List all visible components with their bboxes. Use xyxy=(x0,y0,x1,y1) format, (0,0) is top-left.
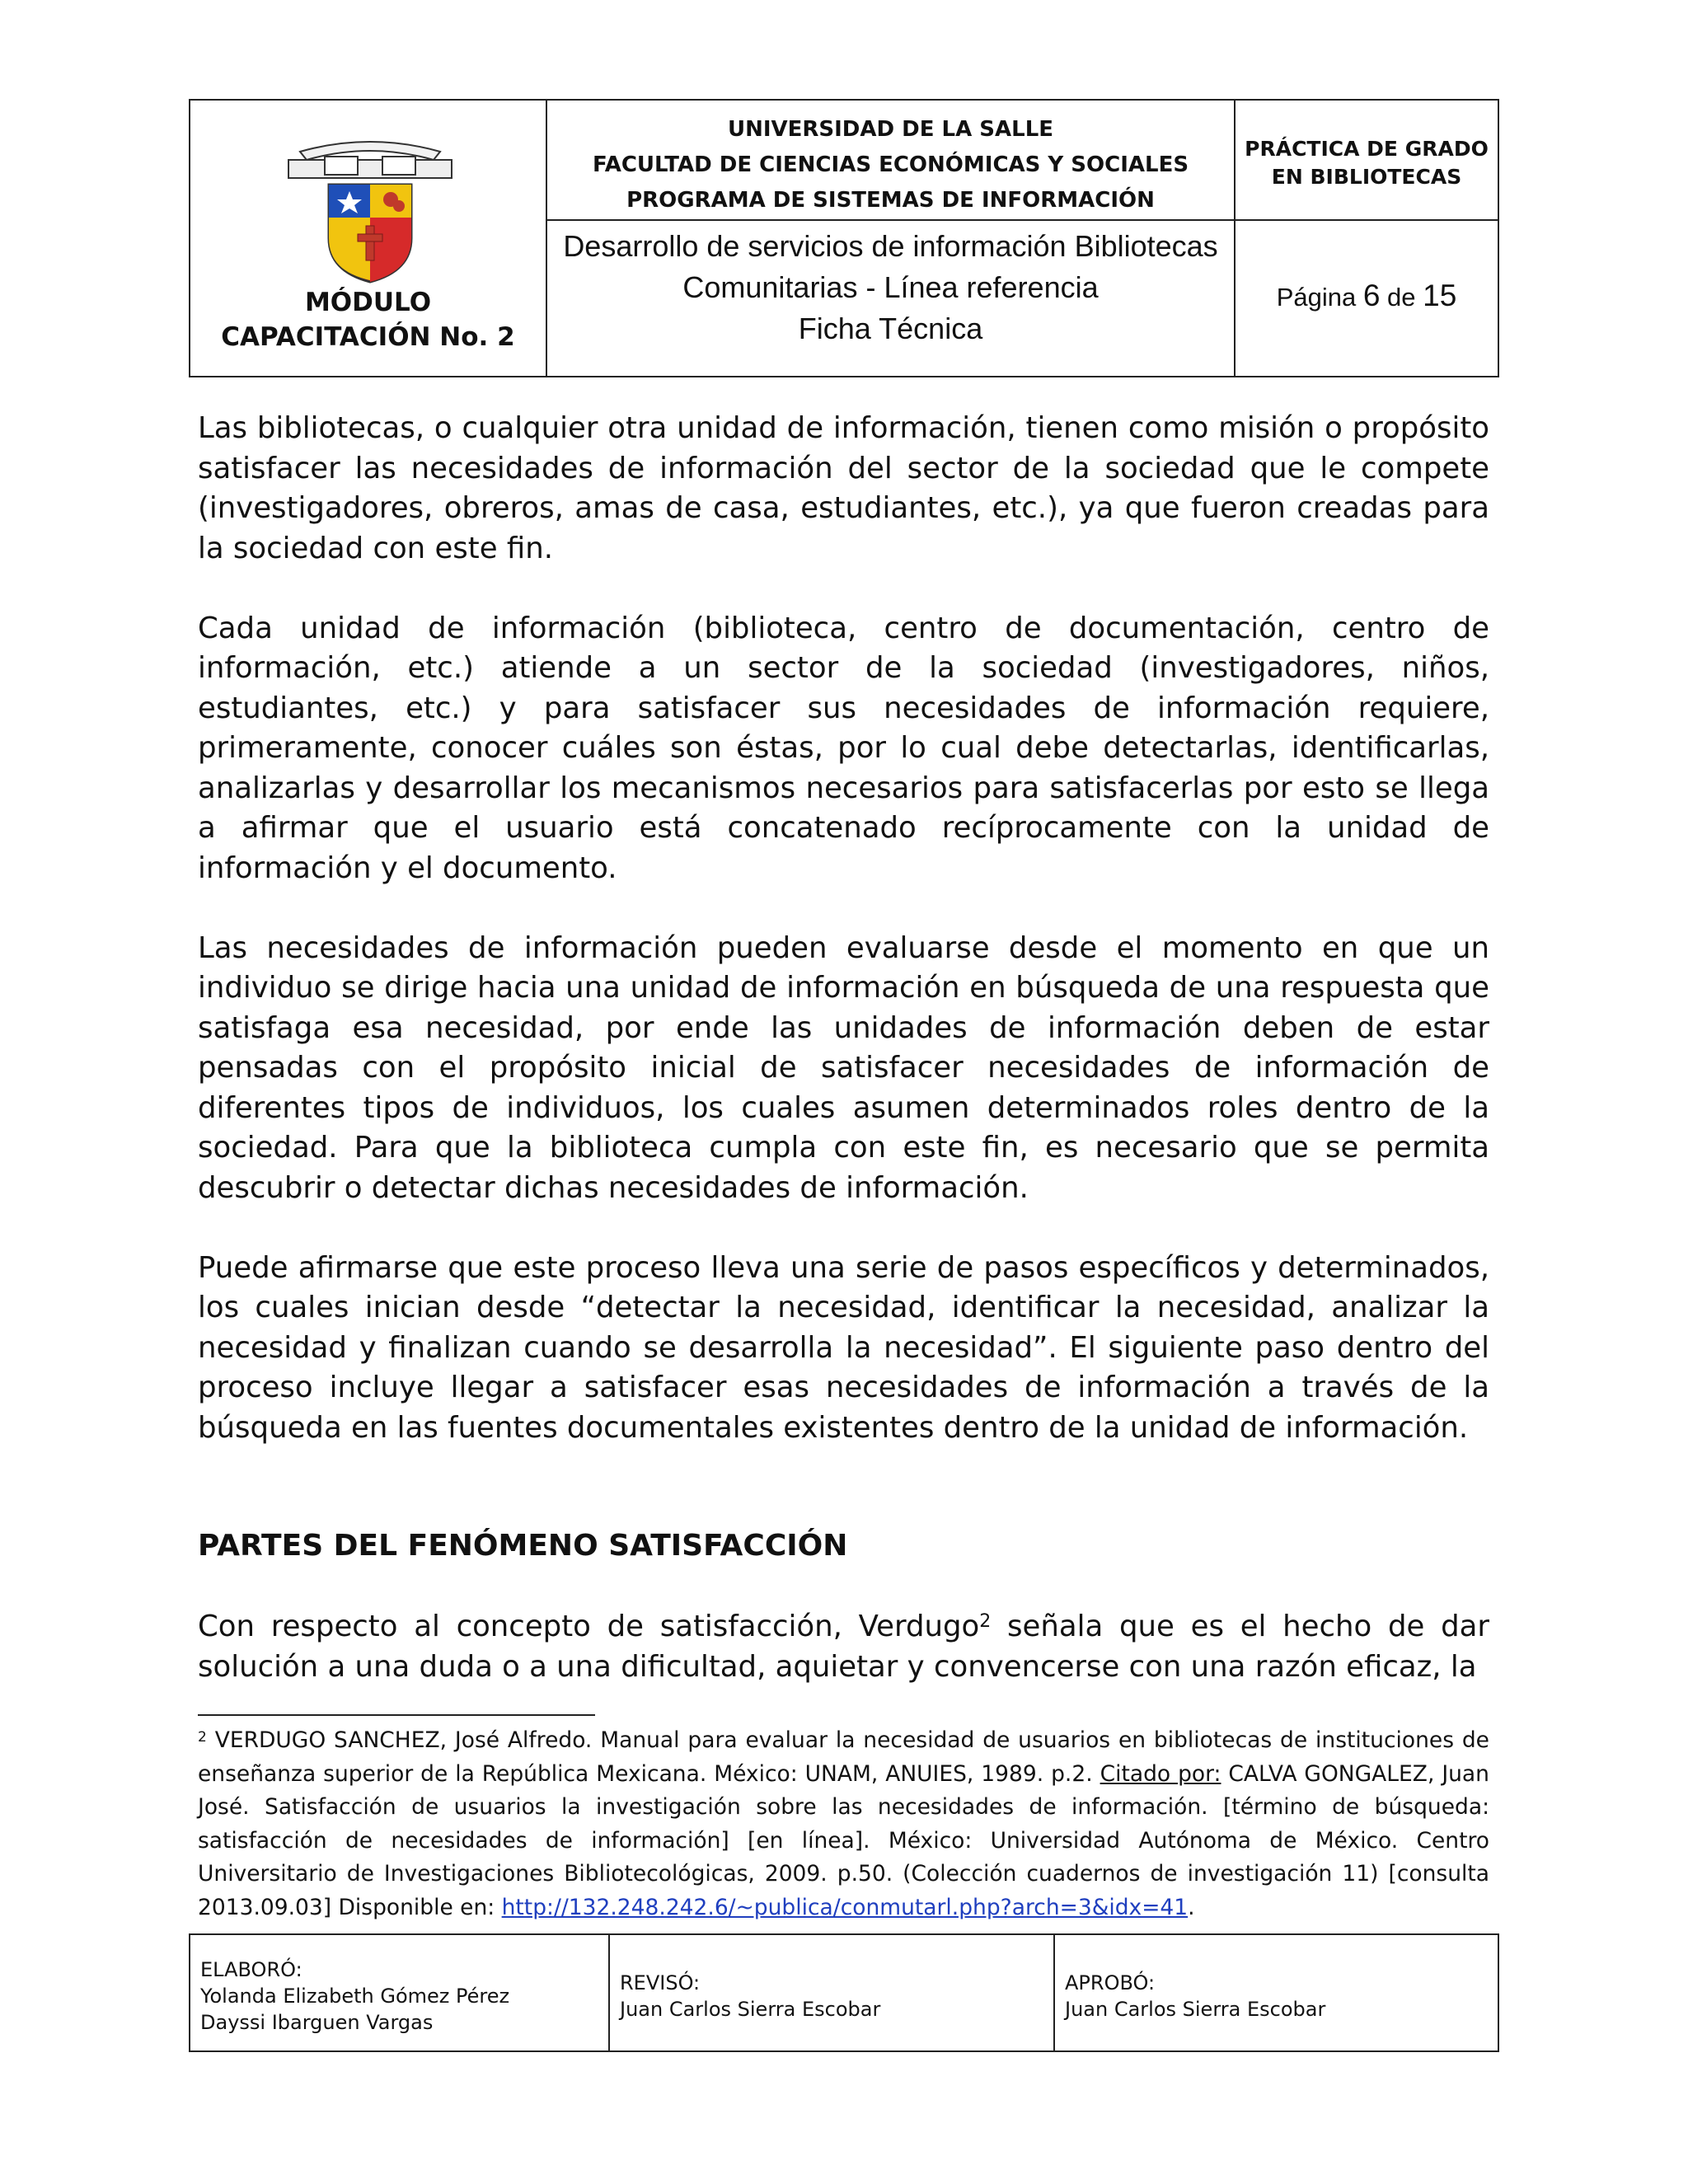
description-line-1: Desarrollo de servicios de información Bibliotecas xyxy=(563,229,1218,263)
page-label: Página xyxy=(1276,283,1357,312)
footnote-text-c: . xyxy=(1188,1894,1195,1920)
header-meta-cell xyxy=(1236,101,1498,376)
document-description xyxy=(547,226,1234,349)
elaboro-cell xyxy=(190,1935,610,2050)
footnote-reference[interactable]: 2 xyxy=(979,1611,992,1632)
aprobo-name: Juan Carlos Sierra Escobar xyxy=(1065,1998,1326,2021)
document-header-table xyxy=(189,99,1499,377)
aprobo-label: APROBÓ: xyxy=(1065,1971,1156,1994)
reviso-cell xyxy=(610,1935,1055,2050)
footnote-cited-by: Citado por: xyxy=(1100,1760,1221,1787)
signature-table xyxy=(189,1933,1499,2052)
module-line-1: MÓDULO xyxy=(304,288,432,317)
description-line-3: Ficha Técnica xyxy=(798,312,983,345)
aprobo-cell xyxy=(1055,1935,1498,2050)
description-line-2: Comunitarias - Línea referencia xyxy=(682,270,1099,304)
section-heading: PARTES DEL FENÓMENO SATISFACCIÓN xyxy=(198,1529,848,1563)
practice-block xyxy=(1236,101,1498,221)
module-label xyxy=(190,285,546,354)
elaboro-name-1: Yolanda Elizabeth Gómez Pérez xyxy=(200,1985,510,2008)
paragraph-5 xyxy=(198,1607,1489,1687)
university-shield-icon xyxy=(284,135,457,284)
footnote-text-a: VERDUGO SANCHEZ, José Alfredo. Manual para evaluar la necesidad de usuarios en bibliotecas de instituciones de enseñanza superior de la República Mexicana. México: UNAM, ANUIES, 1989. p.2. xyxy=(198,1727,1489,1787)
practice-line-1: PRÁCTICA DE GRADO xyxy=(1245,137,1489,161)
header-title-cell xyxy=(547,101,1236,376)
paragraph-4: Puede afirmarse que este proceso lleva una serie de pasos específicos y determinados, los cuales inician desde “detectar la necesidad, identificar la necesidad, analizar la necesidad y finalizan cuando se desarrolla la necesidad”. El siguiente paso dentro del proceso incluye llegar a satisfacer esas necesidades de información a través de la búsqueda en las fuentes documentales existentes dentro de la unidad de información. xyxy=(198,1250,1489,1445)
paragraph-5-end: señala que es el hecho de dar solución a una duda o a una dificultad, aquietar y convencerse con una razón eficaz, la xyxy=(198,1610,1490,1684)
practice-line-2: EN BIBLIOTECAS xyxy=(1271,165,1462,189)
paragraph-3: Las necesidades de información pueden evaluarse desde el momento en que un individuo se dirige hacia una unidad de información en búsqueda de una respuesta que satisfaga esa necesidad, por ende las unidades de información deben de estar pensadas con el propósito inicial de satisfacer necesidades de información de diferentes tipos de individuos, los cuales asumen determinados roles dentro de la sociedad. Para que la biblioteca cumpla con este fin, es necesario que se permita descubrir o detectar dichas necesidades de información. xyxy=(198,930,1489,1205)
elaboro-label: ELABORÓ: xyxy=(200,1958,302,1981)
paragraph-2: Cada unidad de información (biblioteca, centro de documentación, centro de información, etc.) atiende a un sector de la sociedad (investigadores, niños, estudiantes, etc.) y para satisfacer sus necesidades de información requiere, primeramente, conocer cuáles son éstas, por lo cual debe detectarlas, identificarlas, analizarlas y desarrollar los mecanismos necesarios para satisfacerlas por esto se llega a afirmar que el usuario está concatenado recíprocamente con la unidad de información y el documento. xyxy=(198,611,1489,885)
program-name: PROGRAMA DE SISTEMAS DE INFORMACIÓN xyxy=(626,188,1155,213)
university-name: UNIVERSIDAD DE LA SALLE xyxy=(727,117,1054,142)
page-of-label: de xyxy=(1387,283,1416,312)
page-indicator xyxy=(1236,279,1498,313)
footnote-separator xyxy=(198,1714,595,1716)
reviso-name: Juan Carlos Sierra Escobar xyxy=(620,1998,881,2021)
paragraph-5-start: Con respecto al concepto de satisfacción, Verdugo xyxy=(198,1610,980,1643)
footnote-link[interactable]: http://132.248.242.6/~publica/conmutarl.php?arch=3&idx=41 xyxy=(501,1894,1189,1920)
body-paragraphs xyxy=(198,409,1489,1488)
reviso-label: REVISÓ: xyxy=(620,1971,701,1994)
elaboro-name-2: Dayssi Ibarguen Vargas xyxy=(200,2011,434,2034)
page-total: 15 xyxy=(1423,279,1457,312)
institution-block xyxy=(547,101,1234,221)
paragraph-1: Las bibliotecas, o cualquier otra unidad de información, tienen como misión o propósito satisfacer las necesidades de información del sector de la sociedad que le compete (investigadores, obreros, amas de casa, estudiantes, etc.), ya que fueron creadas para la sociedad con este fin. xyxy=(198,411,1489,565)
module-line-2: CAPACITACIÓN No. 2 xyxy=(221,322,515,352)
footnote xyxy=(198,1724,1489,1924)
faculty-name: FACULTAD DE CIENCIAS ECONÓMICAS Y SOCIALES xyxy=(592,152,1189,177)
footnote-marker: 2 xyxy=(198,1729,207,1746)
footnote-text-b: CALVA GONGALEZ, Juan José. Satisfacción de usuarios la investigación sobre las necesidades de información. [término de búsqueda: satisfacción de necesidades de información] [en línea]. México: Universidad Autónoma de México. Centro Universitario de Investigaciones Bibliotecológicas, 2009. p.50. (Colección cuadernos de investigación 11) [consulta 2013.09.03] Disponible en: xyxy=(198,1760,1489,1920)
header-logo-cell xyxy=(190,101,547,376)
page-number: 6 xyxy=(1362,279,1381,312)
